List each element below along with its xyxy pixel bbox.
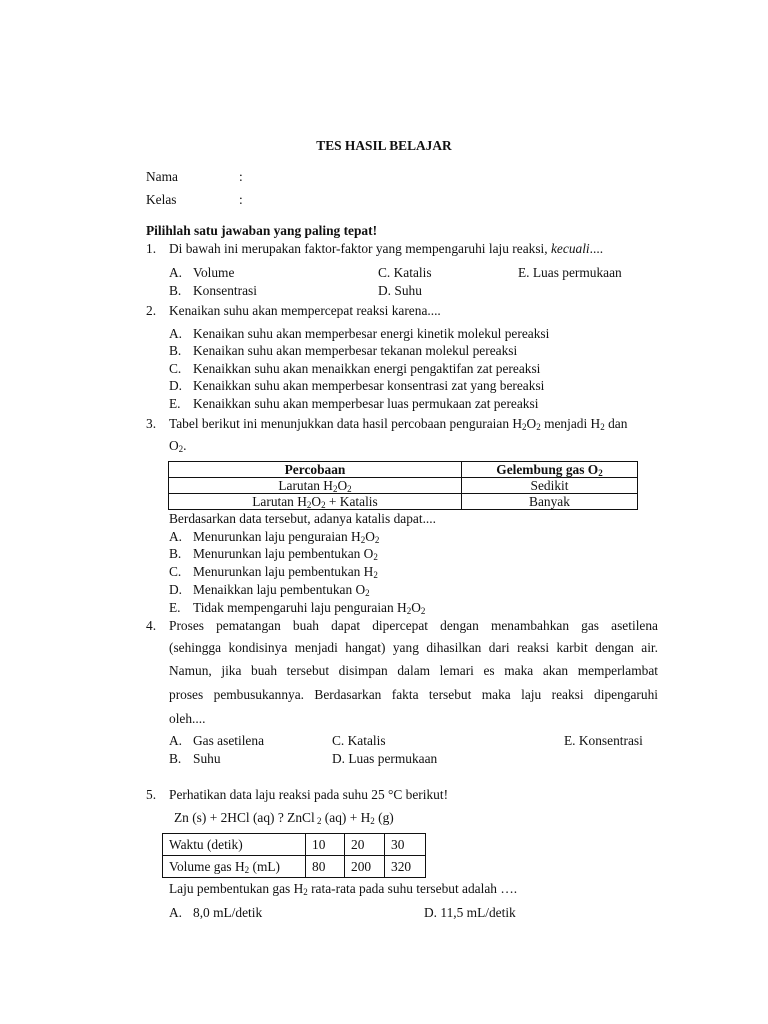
q5-number: 5. <box>146 787 157 802</box>
q4-option-b-letter: B. <box>169 751 182 766</box>
class-colon: : <box>239 192 243 207</box>
name-label: Nama <box>146 169 178 184</box>
q1-number: 1. <box>146 241 157 256</box>
table-cell: 30 <box>385 834 426 856</box>
table-cell: Sedikit <box>462 478 638 494</box>
q5-option-d: D. 11,5 mL/detik <box>424 905 516 920</box>
q4-option-a-letter: A. <box>169 733 183 748</box>
table-row <box>163 834 426 856</box>
table-header-cell: Percobaan <box>169 462 462 478</box>
q2-option-d-letter: D. <box>169 378 183 393</box>
q2-option-b: Kenaikan suhu akan memperbesar tekanan molekul pereaksi <box>193 343 518 358</box>
q2-option-c-letter: C. <box>169 361 182 376</box>
q4-option-b: Suhu <box>193 751 221 766</box>
q3-option-a: Menurunkan laju penguraian $H_2O_2$ <box>193 529 380 545</box>
q5-question: Laju pembentukan gas $H_2$ rata-rata pada suhu tersebut adalah …. <box>169 881 518 897</box>
class-label: Kelas <box>146 192 177 207</box>
q1-option-a-letter: A. <box>169 265 183 280</box>
table-cell: Larutan $H_2O_2$ <box>169 478 462 494</box>
q3-table <box>168 461 638 510</box>
table-cell: 20 <box>345 834 385 856</box>
q5-table <box>162 833 426 878</box>
q4-option-d: D. Luas permukaan <box>332 751 438 766</box>
table-header-cell: Gelembung gas $O_2$ <box>462 462 638 478</box>
q2-option-e: Kenaikkan suhu akan memperbesar luas permukaan zat pereaksi <box>193 396 539 411</box>
table-header-row <box>169 462 638 478</box>
q4-option-c: C. Katalis <box>332 733 386 748</box>
q3-option-e-letter: E. <box>169 600 181 615</box>
q4-option-a: Gas asetilena <box>193 733 265 748</box>
q2-number: 2. <box>146 303 157 318</box>
q3-option-d: Menaikkan laju pembentukan $O_2$ <box>193 582 370 598</box>
table-cell: 200 <box>345 856 385 878</box>
table-row <box>169 478 638 494</box>
q3-option-c: Menurunkan laju pembentukan $H_2$ <box>193 564 378 580</box>
table-cell: Waktu (detik) <box>163 834 306 856</box>
q3-option-c-letter: C. <box>169 564 182 579</box>
q4-line-4: proses pembusukannya. Berdasarkan fakta tersebut maka laju reaksi dipengaruhi <box>169 687 658 702</box>
q3-option-a-letter: A. <box>169 529 183 544</box>
q1-option-b-letter: B. <box>169 283 182 298</box>
table-cell: 320 <box>385 856 426 878</box>
q3-option-d-letter: D. <box>169 582 183 597</box>
q3-number: 3. <box>146 416 157 431</box>
q4-line-1: Proses pematangan buah dapat dipercepat dengan menambahkan gas asetilena <box>169 618 658 633</box>
page-title: TES HASIL BELAJAR <box>316 138 452 153</box>
table-cell: Banyak <box>462 494 638 510</box>
q5-text: Perhatikan data laju reaksi pada suhu 25 °C berikut! <box>169 787 449 802</box>
table-cell: Larutan $H_2O_2$ + Katalis <box>169 494 462 510</box>
table-cell: Volume gas $H_2$ (mL) <box>163 856 306 878</box>
table-cell: 10 <box>306 834 345 856</box>
q3-option-b: Menurunkan laju pembentukan $O_2$ <box>193 546 378 562</box>
q1-option-b: Konsentrasi <box>193 283 257 298</box>
q1-emphasis: kecuali <box>550 241 590 256</box>
q2-option-a-letter: A. <box>169 326 183 341</box>
q2-text: Kenaikan suhu akan mempercepat reaksi karena.... <box>169 303 441 318</box>
table-cell: 80 <box>306 856 345 878</box>
q5-option-a-letter: A. <box>169 905 183 920</box>
q5-option-a: 8,0 mL/detik <box>193 905 263 920</box>
q1-option-e: E. Luas permukaan <box>518 265 622 280</box>
q1-option-d: D. Suhu <box>378 283 422 298</box>
q3-option-e: Tidak mempengaruhi laju penguraian $H_2O_2$ <box>193 600 426 616</box>
q3-text: Tabel berikut ini menunjukkan data hasil percobaan penguraian $H_2O_2$ menjadi $H_2$ dan <box>169 416 628 432</box>
q2-option-a: Kenaikan suhu akan memperbesar energi kinetik molekul pereaksi <box>193 326 550 341</box>
q2-option-e-letter: E. <box>169 396 181 411</box>
q2-option-b-letter: B. <box>169 343 182 358</box>
q4-number: 4. <box>146 618 157 633</box>
q4-line-5: oleh.... <box>169 711 206 726</box>
q3-option-b-letter: B. <box>169 546 182 561</box>
q4-option-e: E. Konsentrasi <box>564 733 643 748</box>
q4-line-2: (sehingga kondisinya menjadi hangat) yang dihasilkan dari reaksi karbit dengan air. <box>169 640 658 655</box>
q1-option-c: C. Katalis <box>378 265 432 280</box>
q4-line-3: Namun, jika buah tersebut disimpan dalam lemari es maka akan memperlambat <box>169 663 658 678</box>
q5-equation: Zn (s) + 2HCl (aq) ? ZnCl $_2$ $(aq) + H_2$ (g) <box>174 810 394 826</box>
name-colon: : <box>239 169 243 184</box>
q1-option-a: Volume <box>193 265 235 280</box>
q1-text: Di bawah ini merupakan faktor-faktor yang mempengaruhi laju reaksi, kecuali.... <box>169 241 604 256</box>
q3-after-text: Berdasarkan data tersebut, adanya katalis dapat.... <box>169 511 436 526</box>
q3-text-line2: $O_2$. <box>169 438 187 454</box>
instruction: Pilihlah satu jawaban yang paling tepat! <box>146 223 378 238</box>
q2-option-d: Kenaikkan suhu akan memperbesar konsentrasi zat yang bereaksi <box>193 378 545 393</box>
table-row <box>163 856 426 878</box>
q2-option-c: Kenaikkan suhu akan menaikkan energi pengaktifan zat pereaksi <box>193 361 541 376</box>
table-row <box>169 494 638 510</box>
